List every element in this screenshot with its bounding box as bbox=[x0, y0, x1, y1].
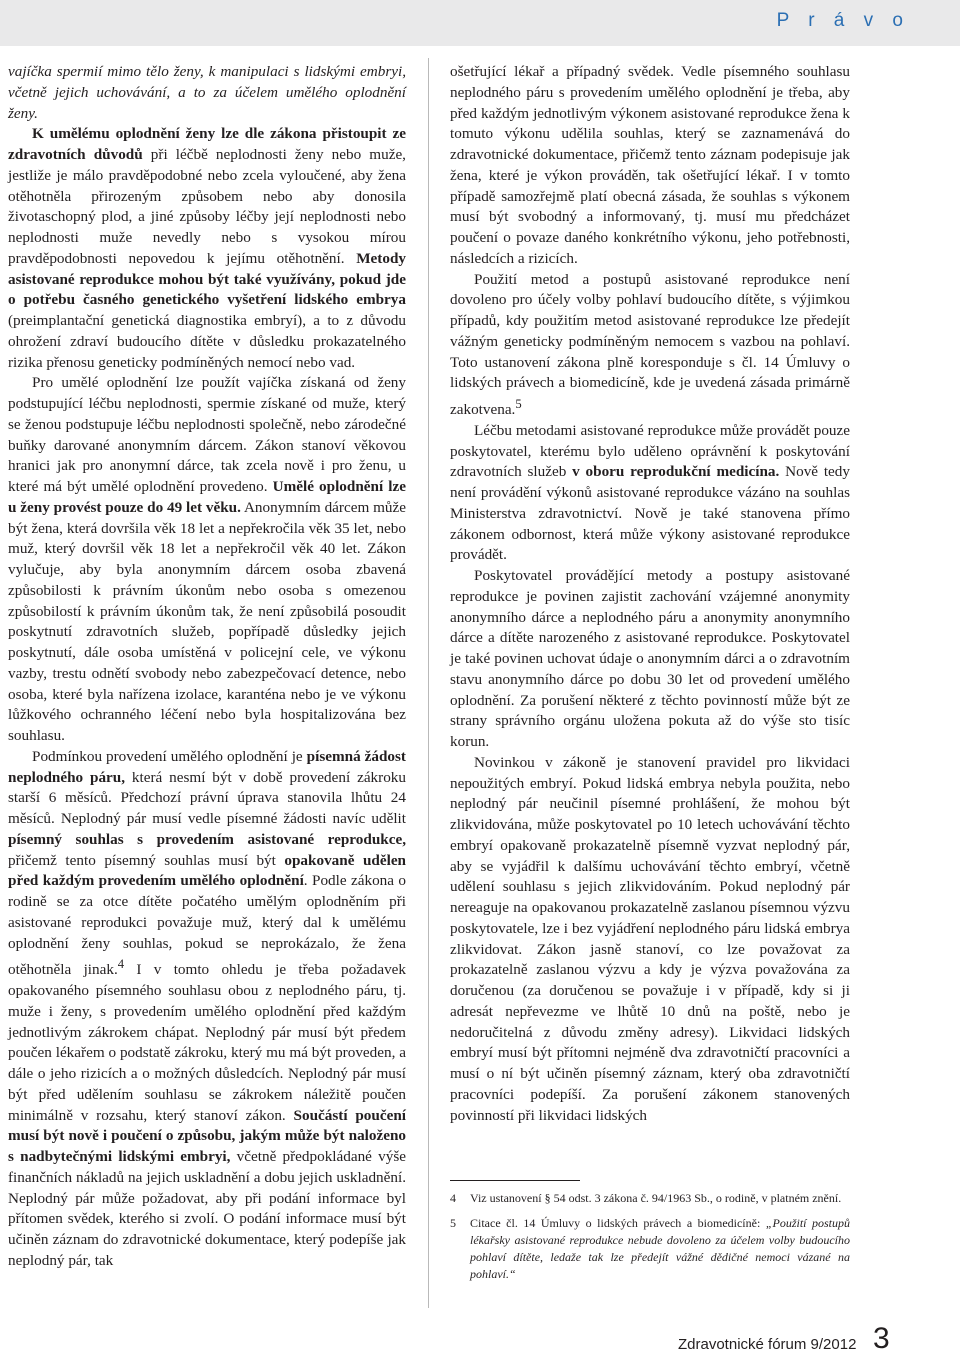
paragraph bbox=[8, 124, 406, 373]
text-span: Anonymním dárcem může být žena, která dovršila věk 18 let a nepřekročila věk 35 let, nebo muž, který dovršil věk 18 let a nepřekročil věk 40 let. Zákon vylučuje, aby byla anonymním dárcem osoba zbavená způsobilosti k právním úkonům nebo osoba s omezenou způsobilostí k právním úkonům tak, že není způsobilá posoudit poskytnutí zdravotních služeb, popřípadě důsledky jejich poskytnutí, dále osoba umístěná v policejní cele, ve výkonu vazby, trestu odnětí svobody nebo zabezpečovací detence, nebo osoba, které byla nařízena izolace, karanténa nebo je ve výkonu lůžkového ochranného léčení nebo byla hospitalizována bez souhlasu. bbox=[8, 498, 406, 744]
bold-text: písemný souhlas s provedením asistované reprodukce, bbox=[8, 830, 406, 848]
footnote bbox=[450, 1215, 850, 1283]
text-span: přičemž tento písemný souhlas musí být bbox=[8, 851, 285, 869]
left-column bbox=[8, 62, 406, 1272]
bold-text: v oboru reprodukční medicína. bbox=[572, 463, 780, 481]
paragraph bbox=[8, 373, 406, 747]
bold-text: Součástí poučení musí být nově i poučení o způsobu, jakým může být naloženo s nadbytečnými lidskými embryi, bbox=[8, 1106, 406, 1166]
text-span: která nesmí být v době provedení zákroku starší 6 měsíců. Předchozí právní úprava stanovila lhůtu 24 měsíců. Neplodný pár musí vedle písemné žádosti navíc udělit bbox=[8, 768, 406, 827]
paragraph bbox=[450, 566, 850, 753]
text-span: včetně předpokládané výše finančních nákladů na jejich uskladnění a dobu jejich uskladnění. Neplodný pár může požadovat, aby při podání informace byl přítomen svědek, kterého si zvolí. O podání informace musí být učiněn záznam do zdravotnické dokumentace, který podepíše jak neplodný pár, tak bbox=[8, 1148, 406, 1269]
text-span: Poskytovatel provádějící metody a postupy asistované reprodukce je povinen zajistit zachování vzájemné anonymity anonymního dárce a neplodného páru a anonymity anonymního dárce a dítěte narozeného z asistované reprodukce. Poskytovatel je také povinen uchovat údaje o anonymním dárci a o zdravotním stavu anonymního dárce po dobu 30 let od provedení umělého oplodnění. Za porušení některé z těchto povinností může být ze strany správního orgánu uložena pokuta až do výše sto tisíc korun. bbox=[450, 567, 850, 751]
journal-name: Zdravotnické fórum 9/2012 bbox=[678, 1336, 857, 1353]
bold-text: Umělé oplodnění lze u ženy provést pouze do 49 let věku. bbox=[8, 478, 406, 516]
paragraph bbox=[450, 62, 850, 270]
paragraph bbox=[8, 747, 406, 1272]
footnote-number: 5 bbox=[450, 1216, 456, 1230]
footnote-ref: 5 bbox=[515, 397, 522, 411]
text-span: Podmínkou provedení umělého oplodnění je bbox=[32, 747, 307, 765]
footnote-ref: 4 bbox=[117, 957, 125, 972]
bold-text: Metody asistované reprodukce mohou být také využívány, pokud jde o potřebu časného genetického vyšetření lidského embrya bbox=[8, 249, 406, 309]
right-column bbox=[450, 62, 850, 1126]
text-span: Použití metod a postupů asistované reprodukce není dovoleno pro účely volby pohlaví budoucího dítěte, s výjimkou případů, kdy použitím metod asistované reprodukce lze předejít vážným geneticky podmíněným nemocem s vazbou na pohlaví. Toto ustanovení zákona plně koresponduje s čl. 14 Úmluvy o lidských právech a biomedicíně, kde je uvedená zásada primárně zakotvena. bbox=[450, 270, 850, 419]
bold-text: opakovaně udělen před každým provedením umělého oplodnění bbox=[8, 851, 407, 890]
text-span: (preimplantační genetická diagnostika embryí), a to z důvodu ohrožení zdraví budoucího dítěte v důsledku prokazatelného rizika přenosu geneticky podmíněných nemocí nebo vad. bbox=[8, 312, 406, 371]
paragraph bbox=[450, 421, 850, 566]
text-span: Léčbu metodami asistované reprodukce může provádět pouze poskytovatel, kterému bylo uděleno oprávnění k poskytování zdravotních služeb bbox=[450, 421, 850, 481]
page-number: 3 bbox=[873, 1322, 890, 1355]
footnote-rule bbox=[450, 1180, 580, 1181]
section-title: P r á v o bbox=[776, 10, 910, 31]
text-span: Nově tedy není provádění výkonů asistované reprodukce vázáno na souhlas Ministerstva zdravotnictví. Nově je také stanovena přímo zákonem odbornost, která může výkony asistované reprodukce provádět. bbox=[450, 463, 850, 564]
text-span: vajíčka spermií mimo tělo ženy, k manipulaci s lidskými embryi, včetně jejich uchovávání, a to za účelem umělého oplodnění ženy. bbox=[8, 63, 406, 122]
footnote-text bbox=[470, 1215, 850, 1283]
paragraph bbox=[8, 62, 406, 124]
text-span: Novinkou v zákoně je stanovení pravidel pro likvidaci nepoužitých embryí. Pokud lidská embrya nebyla použita, nebo neplodný pár neučinil písemné prohlášení, že mohou být zlikvidována, může poskytovatel po 10 letech uchovávání těchto embryí opakovaně prokazatelně písemně vyzvat neplodný pár, aby se vyjádřil k dalšímu uchovávání těchto embryí, včetně udělení souhlasu s jejich zlikvidováním. Pokud neplodný pár nereaguje na opakovanou prokazatelně zaslanou písemnou výzvu poskytovatele, lze i bez vyjádření neplodného páru lidská embrya zlikvidovat. Zákon jasně stanoví, co lze považovat za prokazatelně zaslanou výzvu a kdy je výzva považována za doručenou (za doručenou se považuje i v případě, kdy si ji adresát nepřevezme ve lhůtě 10 dnů na poště, nebo je nedoručitelná z důvodu změny adresy). Likvidaci lidských embryí musí být přítomni nejméně dva zdravotničtí pracovníci a musí o ní být učiněn písemný záznam, který oba zdravotničtí pracovníci podepíší. Za porušení zákonem stanovených povinností při likvidaci lidských bbox=[450, 753, 850, 1124]
footnote-number: 4 bbox=[450, 1191, 456, 1205]
text-span: I v tomto ohledu je třeba požadavek opakovaného písemného souhlasu obou z neplodného páru, tj. muže i ženy, s provedením umělého oplodnění před každým jednotlivým zákrokem chápat. Neplodný pár musí být předem poučen lékařem o podstatě zákroku, který mu má být proveden, a dále o jeho rizicích a o možných důsledcích. Neplodný pár musí být před udělením souhlasu se zákrokem náležitě poučen minimálně v rozsahu, který stanoví zákon. bbox=[8, 961, 406, 1124]
text-span: Citace čl. 14 Úmluvy o lidských právech a biomedicíně: bbox=[470, 1216, 766, 1230]
text-span: . Podle zákona o rodině se za otce dítěte počatého umělým oplodněním při asistované reprodukci považuje muž, který dal k umělému oplodnění ženy souhlas, pokud se neprokázalo, že žena otěhotněla jinak. bbox=[8, 872, 406, 979]
text-span: Pro umělé oplodnění lze použít vajíčka získaná od ženy podstupující léčbu neplodnosti, spermie získané od muže, který se ženou podstupuje léčbu neplodnosti společně, nebo zárodečné buňky darované anonymním dárcem. Zákon stanoví věkovou hranici jak pro anonymní dárce, tak zcela nově i pro ženu, u které má být umělé oplodnění provedeno. bbox=[8, 374, 406, 495]
quote-text: „Použití postupů lékařsky asistované reprodukce nebude dovoleno za účelem volby budoucího pohlaví dítěte, ledaže tak lze předejít vážné dědičné nemoci vázané na pohlaví.“ bbox=[470, 1216, 850, 1281]
text-span: při léčbě neplodnosti ženy nebo muže, jestliže je málo pravděpodobné nebo zcela vyloučené, aby žena otěhotněla přirozeným způsobem nebo aby donosila životaschopný plod, a jiné způsoby léčby její neplodnosti nebo neplodnosti muže nevedly nebo s vysokou mírou pravděpodobnosti nepovedou k jejímu otěhotnění. bbox=[8, 146, 406, 267]
footnote bbox=[450, 1190, 850, 1207]
paragraph bbox=[450, 753, 850, 1127]
text-span: ošetřující lékař a případný svědek. Vedle písemného souhlasu neplodného páru s provedením umělého oplodnění je třeba, aby před každým jednotlivým výkonem asistované reprodukce žena k tomuto výkonu udělila souhlas, který se zaznamenává do zdravotnické dokumentace, přičemž tento záznam podepisuje jak žena, které je výkon prováděn, tak ošetřující lékař. I v tomto případě samozřejmě platí obecná zásada, že souhlas s výkonem musí být svobodný a informovaný, tj. musí mu předcházet poučení o povaze daného konkrétního výkonu, jeho potřebnosti, následcích a rizicích. bbox=[450, 63, 850, 267]
footnotes bbox=[450, 1190, 850, 1291]
bold-text: písemná žádost neplodného páru, bbox=[8, 747, 406, 786]
footnote-text: Viz ustanovení § 54 odst. 3 zákona č. 94/1963 Sb., o rodině, v platném znění. bbox=[470, 1191, 842, 1205]
paragraph bbox=[450, 270, 850, 421]
column-divider bbox=[428, 58, 429, 1308]
bold-text: K umělému oplodnění ženy lze dle zákona přistoupit ze zdravotních důvodů bbox=[8, 125, 406, 163]
